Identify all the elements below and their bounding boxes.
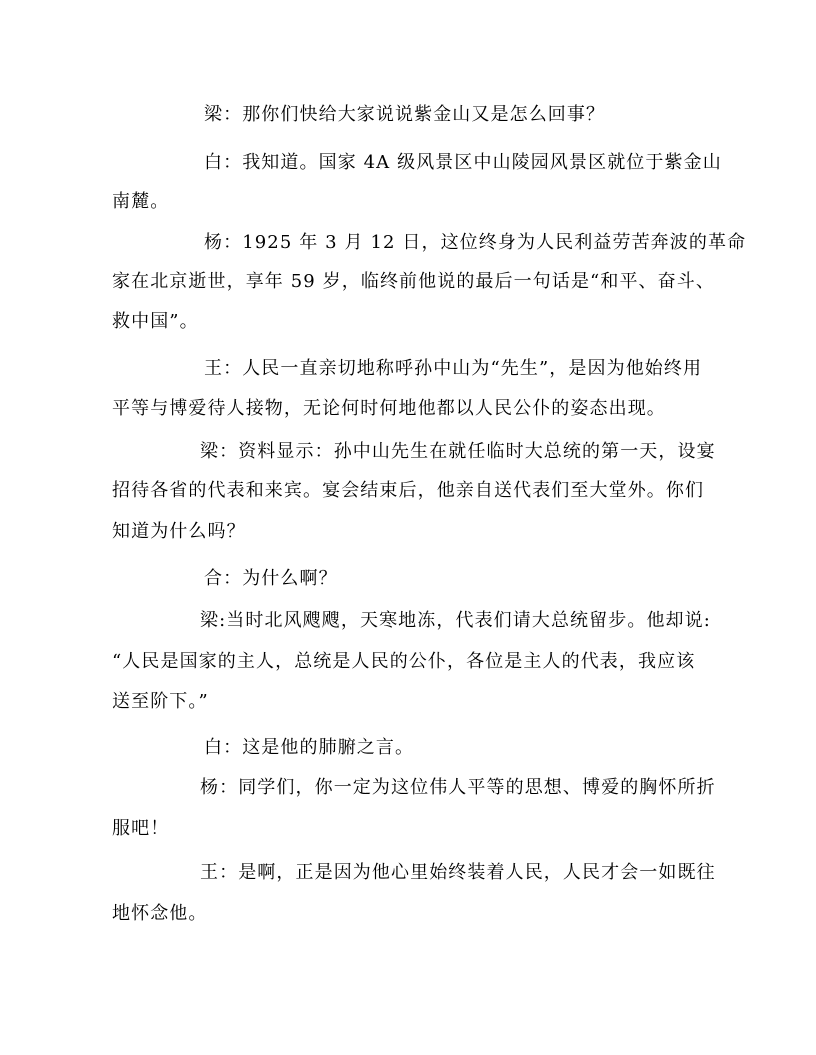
paragraph-line: 招待各省的代表和来宾。宴会结束后，他亲自送代表们至大堂外。你们	[112, 480, 705, 501]
paragraph-line: 杨：1925 年 3 月 12 日，这位终身为人民利益劳苦奔波的革命	[204, 232, 747, 253]
paragraph-line: 合：为什么啊？	[204, 568, 338, 589]
paragraph-line: 王：人民一直亲切地称呼孙中山为“先生”，是因为他始终用	[204, 358, 703, 379]
paragraph-line: 王：是啊，正是因为他心里始终装着人民，人民才会一如既往	[200, 862, 716, 883]
paragraph-line: 梁:当时北风飕飕，天寒地冻，代表们请大总统留步。他却说:	[200, 610, 711, 631]
paragraph-line: 地怀念他。	[112, 903, 208, 924]
paragraph-line: 救中国”。	[112, 311, 199, 332]
paragraph-line: 家在北京逝世，享年 59 岁，临终前他说的最后一句话是“和平、奋斗、	[112, 271, 715, 292]
paragraph-line: 知道为什么吗？	[112, 521, 246, 542]
paragraph-line: “人民是国家的主人，总统是人民的公仆，各位是主人的代表，我应该	[112, 651, 696, 672]
paragraph-line: 白：这是他的肺腑之言。	[204, 737, 415, 758]
paragraph-line: 白：我知道。国家 4A 级风景区中山陵园风景区就位于紫金山	[204, 152, 722, 173]
paragraph-line: 杨：同学们，你一定为这位伟人平等的思想、博爱的胸怀所折	[200, 777, 716, 798]
paragraph-line: 梁：那你们快给大家说说紫金山又是怎么回事？	[204, 104, 606, 125]
paragraph-line: 送至阶下。”	[112, 691, 209, 712]
paragraph-line: 平等与博爱待人接物，无论何时何地他都以人民公仆的姿态出现。	[112, 398, 666, 419]
paragraph-line: 梁：资料显示：孙中山先生在就任临时大总统的第一天，设宴	[200, 441, 716, 462]
paragraph-line: 南麓。	[112, 191, 170, 212]
paragraph-line: 服吧！	[112, 818, 170, 839]
